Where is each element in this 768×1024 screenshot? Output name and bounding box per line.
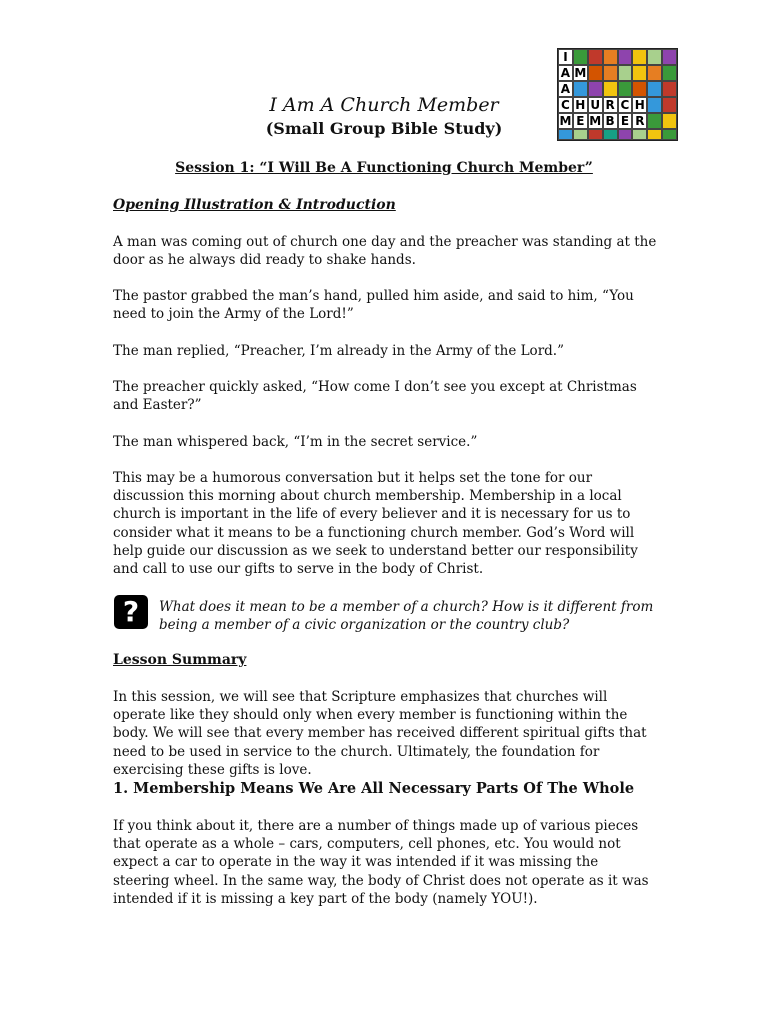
logo-color-cell xyxy=(603,49,618,65)
opening-paragraph-3: The man replied, “Preacher, I’m already in the Army of the Lord.” xyxy=(113,343,564,359)
logo-color-cell xyxy=(603,65,618,81)
opening-heading: Opening Illustration & Introduction xyxy=(113,197,396,213)
logo-letter-cell: B xyxy=(603,113,618,129)
lesson-summary-heading: Lesson Summary xyxy=(113,652,247,668)
opening-paragraph-1: A man was coming out of church one day and the preacher was standing at the door as he always did ready to shake hands. xyxy=(113,234,657,269)
logo-letter-cell: E xyxy=(573,113,588,129)
opening-paragraph-6: This may be a humorous conversation but it helps set the tone for our discussion this morning about church membership. Membership in a local church is important in the life of every believer and it is necessary for us to consider what it means to be a functioning church member. God’s Word will help guide our discussion as we seek to understand better our responsibility and call to use our gifts to serve in the body of Christ. xyxy=(113,470,638,578)
logo-color-cell xyxy=(588,65,603,81)
logo-color-cell xyxy=(647,49,662,65)
logo-color-cell xyxy=(662,49,677,65)
section-1-heading: 1. Membership Means We Are All Necessary Parts Of The Whole xyxy=(113,780,635,797)
logo-letter-cell: U xyxy=(588,97,603,113)
logo-letter-cell: M xyxy=(559,114,572,128)
logo-letter-cell: R xyxy=(632,113,647,129)
logo-color-cell xyxy=(618,65,633,81)
logo-color-cell xyxy=(632,49,647,65)
page-title: I Am A Church Member xyxy=(269,94,499,116)
lesson-summary-text: In this session, we will see that Scripture emphasizes that churches will operate like they should only when every member is functioning within the body. We will see that every member has received different spiritual gifts that need to be used in service to the church. Ultimately, the foundation for exercising these gifts is love. xyxy=(113,689,647,778)
opening-paragraph-4: The preacher quickly asked, “How come I don’t see you except at Christmas and Easter?” xyxy=(113,379,637,414)
logo-color-cell xyxy=(647,65,662,81)
logo-letter-cell: M xyxy=(589,114,602,128)
logo-letter-cell: C xyxy=(618,97,633,113)
logo-letter-cell: I xyxy=(558,49,573,65)
logo-letter-cell: R xyxy=(603,97,618,113)
logo-letter-cell: M xyxy=(574,66,587,80)
logo-color-cell xyxy=(618,49,633,65)
session-title: Session 1: “I Will Be A Functioning Church Member” xyxy=(175,160,593,176)
logo-letter-cell: C xyxy=(558,97,573,113)
logo-color-cell xyxy=(588,49,603,65)
logo-letter-cell: E xyxy=(618,113,633,129)
logo-color-cell xyxy=(662,65,677,81)
discussion-question: What does it mean to be a member of a church? How is it different from being a member of a civic organization or the country club? xyxy=(159,599,654,634)
page-subtitle: (Small Group Bible Study) xyxy=(265,119,503,138)
section-1-text: If you think about it, there are a number of things made up of various pieces that operate as a whole – cars, computers, cell phones, etc. You would not expect a car to operate in the way it was intended if it was missing the steering wheel. In the same way, the body of Christ does not operate as it was intended if it is missing a key part of the body (namely YOU!). xyxy=(113,818,649,907)
opening-paragraph-5: The man whispered back, “I’m in the secret service.” xyxy=(113,434,478,450)
logo-letter-cell: H xyxy=(573,97,588,113)
logo-letter-cell: A xyxy=(558,65,573,81)
logo-letter-cell: H xyxy=(632,97,647,113)
opening-paragraph-2: The pastor grabbed the man’s hand, pulled him aside, and said to him, “You need to join the Army of the Lord!” xyxy=(113,288,634,323)
logo-letter-cell: A xyxy=(558,81,573,97)
question-mark-icon: ? xyxy=(114,595,148,629)
logo-color-cell xyxy=(573,49,588,65)
logo-color-cell xyxy=(632,65,647,81)
